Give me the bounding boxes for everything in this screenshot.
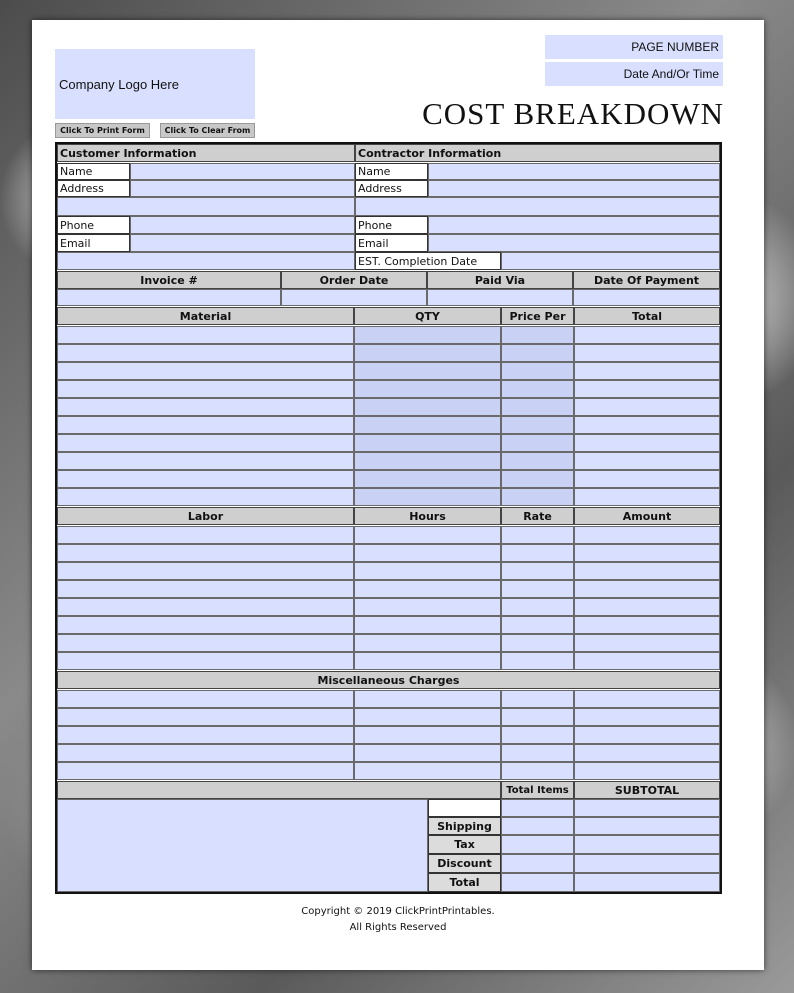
date-time-field[interactable]: Date And/Or Time bbox=[545, 62, 723, 86]
labor-row-1-col-2[interactable] bbox=[354, 526, 501, 544]
labor-row-8-col-2[interactable] bbox=[354, 652, 501, 670]
contractor-info-heading: Contractor Information bbox=[355, 144, 720, 162]
misc-row-2-col-1[interactable] bbox=[57, 708, 354, 726]
material-row-10-col-2[interactable] bbox=[354, 488, 501, 506]
rights-text: All Rights Reserved bbox=[349, 922, 447, 933]
copyright-text: Copyright © 2019 ClickPrintPrintables. bbox=[301, 906, 495, 917]
misc-row-2-col-3[interactable] bbox=[501, 708, 574, 726]
material-row-2-col-1[interactable] bbox=[57, 344, 354, 362]
contractor-name-label: Name bbox=[355, 163, 428, 180]
labor-row-4-col-1[interactable] bbox=[57, 580, 354, 598]
material-row-2-col-4[interactable] bbox=[574, 344, 720, 362]
print-form-button[interactable]: Click To Print Form bbox=[55, 123, 150, 138]
labor-row-4-col-2[interactable] bbox=[354, 580, 501, 598]
contractor-address-line2-input[interactable] bbox=[355, 197, 720, 216]
material-row-1-col-2[interactable] bbox=[354, 326, 501, 344]
misc-row-1-col-2[interactable] bbox=[354, 690, 501, 708]
hours-header: Hours bbox=[354, 507, 501, 525]
labor-row-8-col-1[interactable] bbox=[57, 652, 354, 670]
tax-label: Tax bbox=[428, 835, 501, 854]
material-row-5-col-2[interactable] bbox=[354, 398, 501, 416]
labor-row-2-col-1[interactable] bbox=[57, 544, 354, 562]
labor-row-7-col-3[interactable] bbox=[501, 634, 574, 652]
customer-address-label: Address bbox=[57, 180, 130, 197]
material-row-9-col-3[interactable] bbox=[501, 470, 574, 488]
material-row-10-col-3[interactable] bbox=[501, 488, 574, 506]
cost-breakdown-form bbox=[55, 142, 722, 894]
misc-row-3-col-1[interactable] bbox=[57, 726, 354, 744]
misc-row-5-col-1[interactable] bbox=[57, 762, 354, 780]
subtotal-label: SUBTOTAL bbox=[574, 781, 720, 799]
labor-row-3-col-4[interactable] bbox=[574, 562, 720, 580]
material-row-6-col-2[interactable] bbox=[354, 416, 501, 434]
totals-row-5-col-1[interactable] bbox=[501, 873, 574, 892]
price-per-header: Price Per bbox=[501, 307, 574, 325]
contractor-name-input[interactable] bbox=[428, 163, 720, 180]
material-row-7-col-2[interactable] bbox=[354, 434, 501, 452]
material-row-9-col-1[interactable] bbox=[57, 470, 354, 488]
labor-row-3-col-3[interactable] bbox=[501, 562, 574, 580]
qty-header: QTY bbox=[354, 307, 501, 325]
material-row-8-col-1[interactable] bbox=[57, 452, 354, 470]
customer-info-heading: Customer Information bbox=[57, 144, 355, 162]
page-number-field[interactable]: PAGE NUMBER bbox=[545, 35, 723, 59]
date-of-payment-input[interactable] bbox=[573, 289, 720, 306]
misc-row-5-col-4[interactable] bbox=[574, 762, 720, 780]
totals-row-3-col-2[interactable] bbox=[574, 835, 720, 854]
material-row-4-col-4[interactable] bbox=[574, 380, 720, 398]
material-row-1-col-3[interactable] bbox=[501, 326, 574, 344]
discount-label: Discount bbox=[428, 854, 501, 873]
total-items-label: Total Items bbox=[501, 781, 574, 799]
contractor-address-input[interactable] bbox=[428, 180, 720, 197]
labor-row-7-col-2[interactable] bbox=[354, 634, 501, 652]
labor-row-6-col-4[interactable] bbox=[574, 616, 720, 634]
misc-row-3-col-4[interactable] bbox=[574, 726, 720, 744]
material-row-7-col-3[interactable] bbox=[501, 434, 574, 452]
material-row-6-col-3[interactable] bbox=[501, 416, 574, 434]
misc-row-2-col-4[interactable] bbox=[574, 708, 720, 726]
material-row-1-col-1[interactable] bbox=[57, 326, 354, 344]
material-row-9-col-2[interactable] bbox=[354, 470, 501, 488]
labor-row-1-col-3[interactable] bbox=[501, 526, 574, 544]
material-row-2-col-3[interactable] bbox=[501, 344, 574, 362]
labor-row-5-col-2[interactable] bbox=[354, 598, 501, 616]
contractor-address-label: Address bbox=[355, 180, 428, 197]
material-row-10-col-1[interactable] bbox=[57, 488, 354, 506]
contractor-phone-input[interactable] bbox=[428, 216, 720, 234]
material-row-10-col-4[interactable] bbox=[574, 488, 720, 506]
material-row-8-col-2[interactable] bbox=[354, 452, 501, 470]
amount-header: Amount bbox=[574, 507, 720, 525]
totals-row-2-col-2[interactable] bbox=[574, 817, 720, 835]
invoice-number-header: Invoice # bbox=[57, 271, 281, 289]
misc-charges-header: Miscellaneous Charges bbox=[57, 671, 720, 689]
labor-row-8-col-3[interactable] bbox=[501, 652, 574, 670]
material-row-8-col-3[interactable] bbox=[501, 452, 574, 470]
contractor-email-label: Email bbox=[355, 234, 428, 252]
material-row-9-col-4[interactable] bbox=[574, 470, 720, 488]
labor-row-8-col-4[interactable] bbox=[574, 652, 720, 670]
copyright-footer bbox=[32, 904, 764, 936]
customer-name-label: Name bbox=[57, 163, 130, 180]
misc-row-1-col-3[interactable] bbox=[501, 690, 574, 708]
labor-row-1-col-1[interactable] bbox=[57, 526, 354, 544]
date-of-payment-header: Date Of Payment bbox=[573, 271, 720, 289]
material-row-3-col-2[interactable] bbox=[354, 362, 501, 380]
customer-address-input[interactable] bbox=[130, 180, 355, 197]
customer-extra-input[interactable] bbox=[57, 252, 355, 270]
material-row-4-col-2[interactable] bbox=[354, 380, 501, 398]
material-row-5-col-4[interactable] bbox=[574, 398, 720, 416]
material-row-7-col-1[interactable] bbox=[57, 434, 354, 452]
grand-total-label: Total bbox=[428, 873, 501, 892]
invoice-number-input[interactable] bbox=[57, 289, 281, 306]
misc-row-4-col-1[interactable] bbox=[57, 744, 354, 762]
labor-row-7-col-4[interactable] bbox=[574, 634, 720, 652]
contractor-email-input[interactable] bbox=[428, 234, 720, 252]
form-page bbox=[32, 20, 764, 970]
totals-row-4-col-2[interactable] bbox=[574, 854, 720, 873]
totals-row-1-col-2[interactable] bbox=[574, 799, 720, 817]
material-row-8-col-4[interactable] bbox=[574, 452, 720, 470]
customer-phone-label: Phone bbox=[57, 216, 130, 234]
labor-row-2-col-3[interactable] bbox=[501, 544, 574, 562]
labor-row-4-col-4[interactable] bbox=[574, 580, 720, 598]
material-row-5-col-3[interactable] bbox=[501, 398, 574, 416]
clear-form-button[interactable]: Click To Clear From bbox=[160, 123, 255, 138]
company-logo-placeholder[interactable]: Company Logo Here bbox=[55, 49, 255, 119]
labor-row-3-col-1[interactable] bbox=[57, 562, 354, 580]
material-row-5-col-1[interactable] bbox=[57, 398, 354, 416]
misc-row-3-col-2[interactable] bbox=[354, 726, 501, 744]
material-row-7-col-4[interactable] bbox=[574, 434, 720, 452]
paid-via-header: Paid Via bbox=[427, 271, 573, 289]
shipping-label: Shipping bbox=[428, 817, 501, 835]
labor-row-7-col-1[interactable] bbox=[57, 634, 354, 652]
material-row-3-col-1[interactable] bbox=[57, 362, 354, 380]
labor-row-2-col-2[interactable] bbox=[354, 544, 501, 562]
customer-address-line2-input[interactable] bbox=[57, 197, 355, 216]
labor-row-4-col-3[interactable] bbox=[501, 580, 574, 598]
customer-name-input[interactable] bbox=[130, 163, 355, 180]
misc-row-4-col-3[interactable] bbox=[501, 744, 574, 762]
totals-spacer bbox=[57, 781, 501, 799]
material-row-6-col-1[interactable] bbox=[57, 416, 354, 434]
totals-row-5-col-2[interactable] bbox=[574, 873, 720, 892]
total-header: Total bbox=[574, 307, 720, 325]
labor-row-6-col-2[interactable] bbox=[354, 616, 501, 634]
misc-row-5-col-2[interactable] bbox=[354, 762, 501, 780]
labor-row-6-col-1[interactable] bbox=[57, 616, 354, 634]
order-date-input[interactable] bbox=[281, 289, 427, 306]
totals-blank bbox=[428, 799, 501, 817]
completion-date-input[interactable] bbox=[501, 252, 720, 270]
misc-row-1-col-4[interactable] bbox=[574, 690, 720, 708]
misc-row-4-col-4[interactable] bbox=[574, 744, 720, 762]
material-row-4-col-1[interactable] bbox=[57, 380, 354, 398]
labor-row-2-col-4[interactable] bbox=[574, 544, 720, 562]
labor-row-6-col-3[interactable] bbox=[501, 616, 574, 634]
material-row-3-col-3[interactable] bbox=[501, 362, 574, 380]
contractor-phone-label: Phone bbox=[355, 216, 428, 234]
misc-row-4-col-2[interactable] bbox=[354, 744, 501, 762]
misc-row-5-col-3[interactable] bbox=[501, 762, 574, 780]
labor-header: Labor bbox=[57, 507, 354, 525]
customer-phone-input[interactable] bbox=[130, 216, 355, 234]
labor-row-5-col-4[interactable] bbox=[574, 598, 720, 616]
labor-row-3-col-2[interactable] bbox=[354, 562, 501, 580]
completion-date-label: EST. Completion Date bbox=[355, 252, 501, 270]
totals-row-4-col-1[interactable] bbox=[501, 854, 574, 873]
order-date-header: Order Date bbox=[281, 271, 427, 289]
paid-via-input[interactable] bbox=[427, 289, 573, 306]
misc-row-2-col-2[interactable] bbox=[354, 708, 501, 726]
totals-row-3-col-1[interactable] bbox=[501, 835, 574, 854]
material-row-1-col-4[interactable] bbox=[574, 326, 720, 344]
totals-row-2-col-1[interactable] bbox=[501, 817, 574, 835]
labor-row-5-col-3[interactable] bbox=[501, 598, 574, 616]
customer-email-label: Email bbox=[57, 234, 130, 252]
labor-row-5-col-1[interactable] bbox=[57, 598, 354, 616]
notes-area[interactable] bbox=[57, 799, 428, 892]
material-row-3-col-4[interactable] bbox=[574, 362, 720, 380]
labor-row-1-col-4[interactable] bbox=[574, 526, 720, 544]
totals-row-1-col-1[interactable] bbox=[501, 799, 574, 817]
material-row-6-col-4[interactable] bbox=[574, 416, 720, 434]
material-row-4-col-3[interactable] bbox=[501, 380, 574, 398]
page-title: COST BREAKDOWN bbox=[422, 96, 724, 131]
rate-header: Rate bbox=[501, 507, 574, 525]
misc-row-3-col-3[interactable] bbox=[501, 726, 574, 744]
misc-row-1-col-1[interactable] bbox=[57, 690, 354, 708]
material-header: Material bbox=[57, 307, 354, 325]
material-row-2-col-2[interactable] bbox=[354, 344, 501, 362]
customer-email-input[interactable] bbox=[130, 234, 355, 252]
